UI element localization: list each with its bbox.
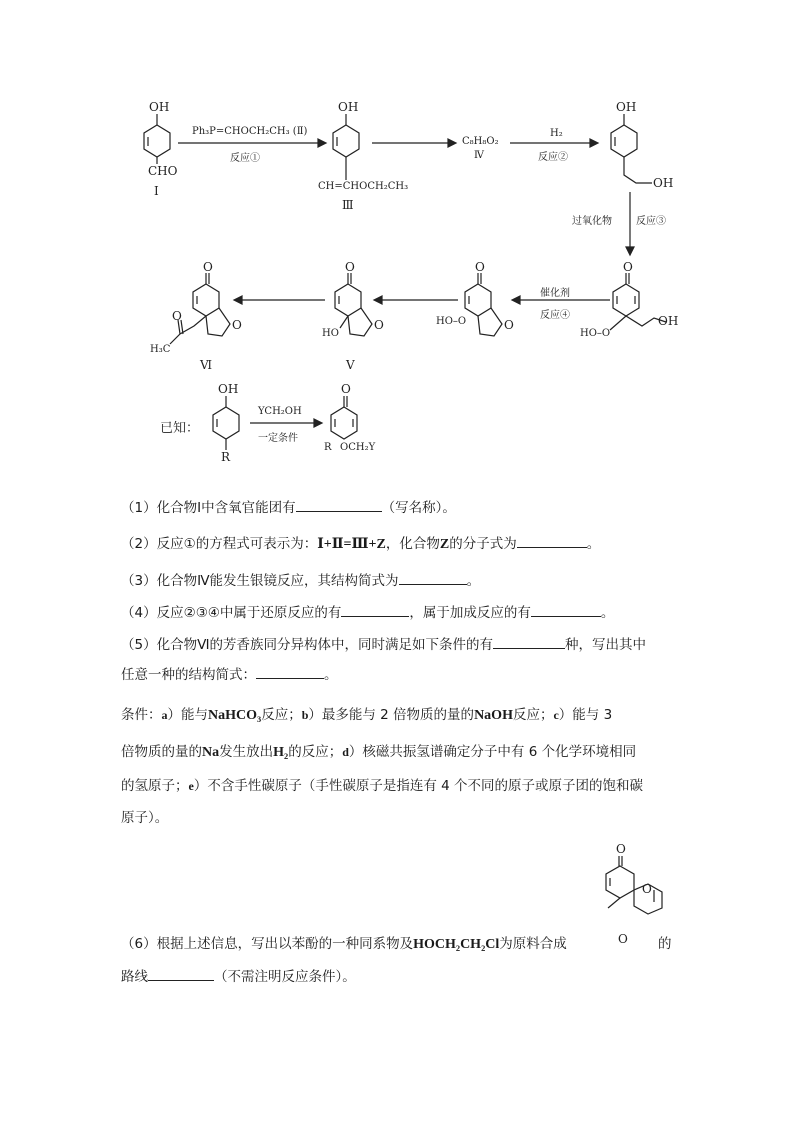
q5-structure-blank[interactable]	[256, 664, 324, 679]
question-6-line2: 路线 （不需注明反应条件）。	[121, 966, 681, 987]
compound-VI-label: Ⅵ	[200, 358, 213, 372]
alcohol-top-oh: OH	[616, 100, 637, 114]
arrow4-reaction: 反应④	[540, 310, 570, 321]
peroxide-ring-o: O	[504, 318, 514, 332]
q3-answer-blank[interactable]	[399, 570, 467, 585]
arrow1-reagent: Ph₃P=CHOCH₂CH₃ (Ⅱ)	[192, 126, 308, 137]
arrow1-reaction: 反应①	[230, 153, 260, 164]
known-condition: 一定条件	[258, 433, 298, 444]
compound-V-ring-o: O	[374, 318, 384, 332]
peroxide-o: O	[475, 260, 485, 274]
arrow3-reaction: 反应③	[636, 216, 666, 227]
compound-V-label: V	[346, 358, 355, 372]
peroxide-hoo: HO–O	[436, 316, 467, 327]
question-1: （1）化合物Ⅰ中含氧官能团有 （写名称）。	[121, 497, 681, 518]
compound-V-ho: HO	[322, 328, 339, 339]
target-o2: O	[642, 882, 652, 896]
compound-III-oh: OH	[338, 100, 359, 114]
compound-VI-h3c: H₃C	[150, 344, 171, 355]
arrow2-reagent: H₂	[550, 128, 563, 139]
question-5: （5）化合物Ⅵ的芳香族同分异构体中，同时满足如下条件的有 种，写出其中	[121, 634, 681, 655]
target-molecule	[590, 842, 670, 952]
known-prefix: 已知：	[160, 421, 200, 436]
compound-VI-o: O	[203, 260, 213, 274]
compound-V-o: O	[345, 260, 355, 274]
compound-IV-formula: C₈H₈O₂	[462, 136, 499, 147]
question-4: （4）反应②③④中属于还原反应的有 ，属于加成反应的有 。	[121, 602, 681, 623]
q2-answer-blank[interactable]	[517, 533, 587, 548]
quinol-o: O	[623, 260, 633, 274]
target-o3: O	[618, 932, 628, 946]
q1-answer-blank[interactable]	[296, 497, 382, 512]
compound-III-sidechain: CH=CHOCH₂CH₃	[318, 181, 409, 192]
compound-I-label: I	[154, 184, 159, 198]
compound-VI-carbonyl-o: O	[172, 309, 182, 323]
q5-count-blank[interactable]	[493, 634, 565, 649]
known-quinol-o: O	[341, 382, 351, 396]
target-o1: O	[616, 842, 626, 856]
arrow4-reagent: 催化剂	[540, 288, 570, 299]
conditions-line2: 倍物质的量的Na发生放出H₂的反应；d）核磁共振氢谱确定分子中有 6 个化学环境相同	[121, 744, 637, 760]
compound-I-cho: CHO	[148, 164, 178, 178]
quinol-hoo: HO–O	[580, 328, 611, 339]
question-6: （6）根据上述信息，写出以苯酚的一种同系物及HOCH₂CH₂Cl为原料合成	[121, 936, 567, 952]
quinol-oh: OH	[658, 314, 679, 328]
scheme-drawing	[140, 92, 670, 487]
q4-reduction-blank[interactable]	[341, 602, 409, 617]
known-phenol-oh: OH	[218, 382, 239, 396]
known-quinol-och2y: OCH₂Y	[340, 442, 376, 453]
known-reagent: YCH₂OH	[258, 406, 302, 417]
alcohol-side-oh: OH	[653, 176, 674, 190]
arrow2-reaction: 反应②	[538, 152, 568, 163]
reaction-scheme	[140, 92, 679, 487]
arrow3-reagent: 过氧化物	[572, 216, 612, 227]
compound-IV-label: Ⅳ	[474, 150, 484, 161]
question-6-suffix: 的	[658, 936, 672, 952]
conditions-line4: 原子）。	[121, 810, 169, 826]
question-3: （3）化合物Ⅳ能发生银镜反应，其结构简式为 。	[121, 570, 681, 591]
compound-I-oh: OH	[149, 100, 170, 114]
q6-route-blank[interactable]	[148, 966, 214, 981]
compound-III-label: Ⅲ	[342, 198, 354, 212]
conditions-line1: 条件：a）能与NaHCO₃反应；b）最多能与 2 倍物质的量的NaOH反应；c）能与 3	[121, 707, 613, 723]
compound-VI-ring-o: O	[232, 318, 242, 332]
known-phenol-r: R	[221, 450, 231, 464]
question-5-line2: 任意一种的结构简式： 。	[121, 664, 681, 685]
q4-addition-blank[interactable]	[531, 602, 601, 617]
known-quinol-r: R	[324, 442, 332, 453]
conditions-line3: 的氢原子；e）不含手性碳原子（手性碳原子是指连有 4 个不同的原子或原子团的饱和碳	[121, 778, 643, 794]
question-2: （2）反应①的方程式可表示为：Ⅰ+Ⅱ=Ⅲ+Z，化合物Z的分子式为 。	[121, 533, 681, 555]
target-molecule-drawing	[590, 842, 670, 952]
